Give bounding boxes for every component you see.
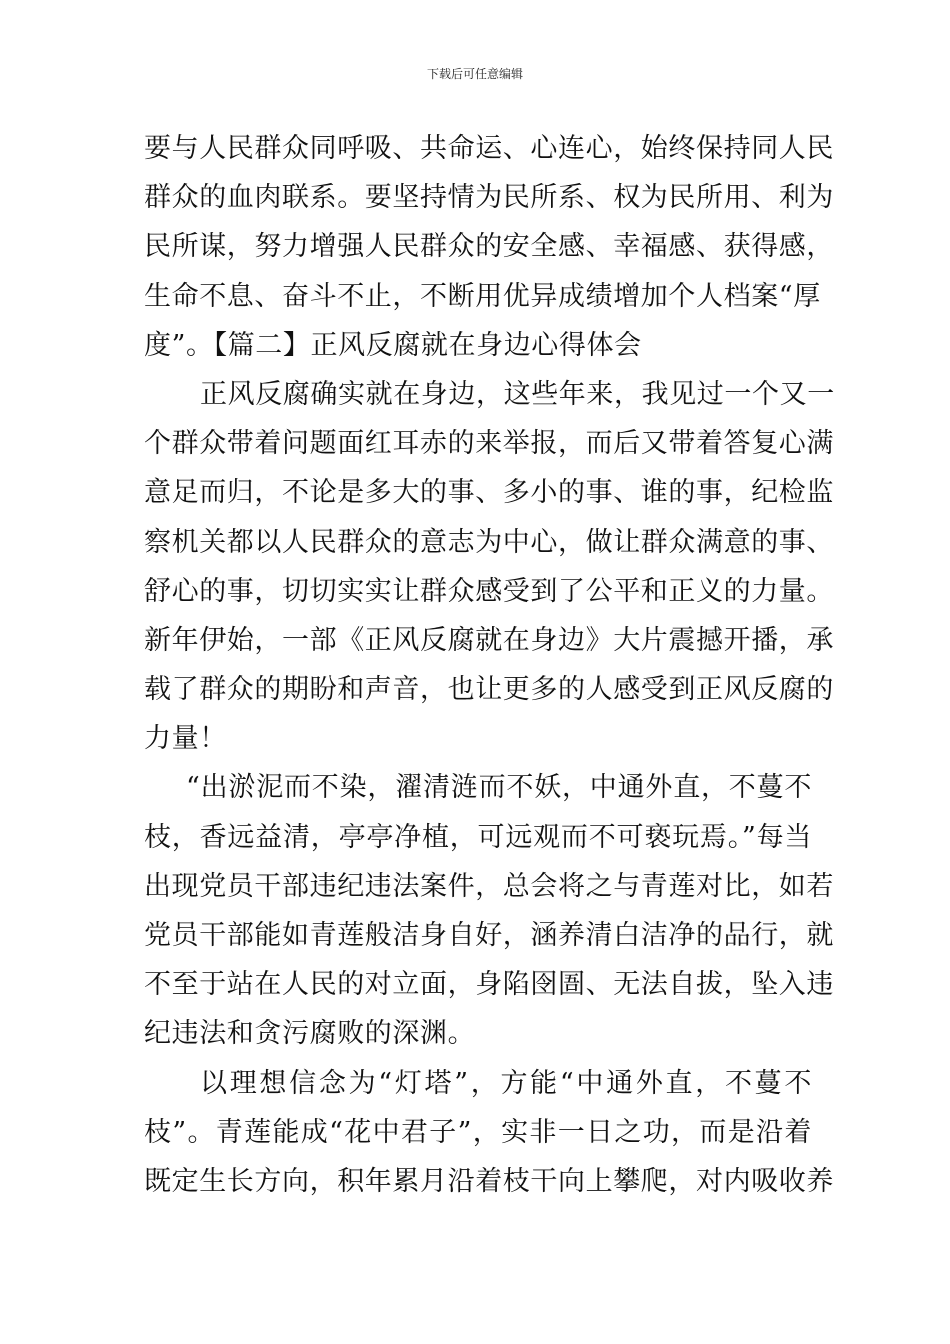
text-line: 舒心的事，切切实实让群众感受到了公平和正义的力量。	[144, 575, 834, 607]
text-line: 枝”。青莲能成“花中君子”，实非一日之功，而是沿着	[144, 1116, 812, 1148]
text-line: 以理想信念为“灯塔”，方能“中通外直，不蔓不	[200, 1067, 812, 1099]
text-line: 党员干部能如青莲般洁身自好，涵养清白洁净的品行，就	[144, 920, 834, 951]
text-line: 要与人民群众同呼吸、共命运、心连心，始终保持同人民	[144, 133, 834, 164]
text-line: 新年伊始，一部《正风反腐就在身边》大片震撼开播，承	[144, 624, 834, 656]
text-line: 度”。【篇二】正风反腐就在身边心得体会	[144, 329, 642, 361]
text-line: 纪违法和贪污腐败的深渊。	[144, 1018, 476, 1050]
text-line: 力量！	[144, 723, 227, 755]
document-body	[144, 124, 835, 1206]
text-line: 群众的血肉联系。要坚持情为民所系、权为民所用、利为	[144, 182, 834, 214]
text-line: 察机关都以人民群众的意志为中心，做让群众满意的事、	[144, 526, 834, 558]
text-line: “出淤泥而不染，濯清涟而不妖，中通外直，不蔓不	[186, 772, 812, 804]
page-header: 下载后可任意编辑	[426, 67, 523, 81]
text-line: 正风反腐确实就在身边，这些年来，我见过一个又一	[200, 378, 835, 410]
text-line: 不至于站在人民的对立面，身陷囹圄、无法自拔，坠入违	[144, 969, 834, 1001]
paragraph	[144, 370, 835, 764]
text-line: 枝，香远益清，亭亭净植，可远观而不可亵玩焉。”每当	[144, 821, 812, 853]
text-line: 民所谋，努力增强人民群众的安全感、幸福感、获得感，	[144, 231, 834, 263]
text-line: 生命不息、奋斗不止，不断用优异成绩增加个人档案“厚	[144, 280, 821, 312]
paragraph	[144, 124, 834, 370]
paragraph	[144, 763, 834, 1058]
paragraph	[144, 1059, 834, 1207]
text-line: 意足而归，不论是多大的事、多小的事、谁的事，纪检监	[144, 477, 834, 509]
text-line: 个群众带着问题面红耳赤的来举报，而后又带着答复心满	[144, 428, 834, 460]
text-line: 出现党员干部违纪违法案件，总会将之与青莲对比，如若	[144, 870, 834, 902]
text-line: 既定生长方向，积年累月沿着枝干向上攀爬，对内吸收养	[144, 1165, 834, 1197]
text-line: 载了群众的期盼和声音，也让更多的人感受到正风反腐的	[144, 674, 834, 706]
